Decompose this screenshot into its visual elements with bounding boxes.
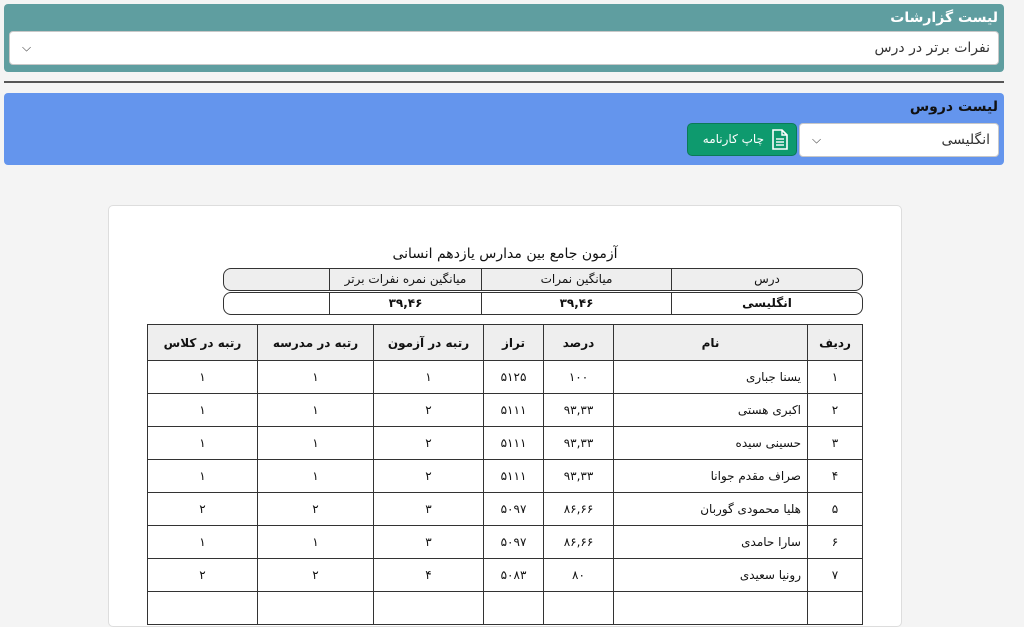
reports-select[interactable] [9,31,999,65]
cell-percent: ۸۶,۶۶ [544,526,614,559]
cell-exam-rank [374,592,484,625]
chevron-down-icon: ⌵ [22,40,32,55]
reports-select-value: نفرات برتر در درس [874,40,990,56]
cell-class-rank: ۱ [148,526,258,559]
cell-percent: ۸۰ [544,559,614,592]
cell-class-rank: ۱ [148,361,258,394]
cell-exam-rank: ۲ [374,394,484,427]
cell-percent: ۹۳,۳۳ [544,394,614,427]
cell-school-rank: ۱ [258,526,374,559]
cell-class-rank [148,592,258,625]
table-row [148,427,863,460]
summary-header-average: میانگین نمرات [481,269,671,290]
cell-taraz [484,592,544,625]
cell-row-number: ۶ [808,526,863,559]
document-icon [772,129,788,150]
cell-taraz: ۵۰۸۳ [484,559,544,592]
cell-row-number: ۵ [808,493,863,526]
cell-school-rank: ۱ [258,394,374,427]
results-table [147,324,863,625]
cell-taraz: ۵۰۹۷ [484,526,544,559]
cell-name: هلیا محمودی گوربان [614,493,808,526]
header-school-rank: رتبه در مدرسه [258,325,374,361]
header-class-rank: رتبه در کلاس [148,325,258,361]
cell-exam-rank: ۳ [374,493,484,526]
divider [4,81,1004,83]
cell-row-number [808,592,863,625]
cell-school-rank [258,592,374,625]
table-row [148,493,863,526]
cell-class-rank: ۲ [148,493,258,526]
cell-row-number: ۲ [808,394,863,427]
cell-row-number: ۱ [808,361,863,394]
cell-class-rank: ۱ [148,460,258,493]
cell-class-rank: ۱ [148,427,258,460]
cell-school-rank: ۱ [258,361,374,394]
courses-select[interactable] [799,123,999,157]
table-row [148,559,863,592]
cell-percent [544,592,614,625]
table-header-row [148,325,863,361]
cell-row-number: ۷ [808,559,863,592]
cell-class-rank: ۱ [148,394,258,427]
table-row [148,394,863,427]
cell-name [614,592,808,625]
cell-name: حسینی سیده [614,427,808,460]
report-sheet [108,205,902,627]
summary-header-row [223,268,863,291]
cell-exam-rank: ۳ [374,526,484,559]
summary-average: ۳۹,۴۶ [481,293,671,314]
table-row [148,526,863,559]
print-button-label: چاپ کارنامه [702,132,764,146]
cell-class-rank: ۲ [148,559,258,592]
summary-value-row [223,292,863,315]
cell-name: سارا حامدی [614,526,808,559]
summary-course: انگلیسی [671,293,862,314]
cell-school-rank: ۱ [258,460,374,493]
cell-school-rank: ۲ [258,493,374,526]
cell-school-rank: ۱ [258,427,374,460]
cell-name: رونیا سعیدی [614,559,808,592]
reports-title: لیست گزارشات [890,10,998,26]
summary-empty [224,293,329,314]
header-exam-rank: رتبه در آزمون [374,325,484,361]
cell-exam-rank: ۱ [374,361,484,394]
cell-percent: ۹۳,۳۳ [544,460,614,493]
exam-title: آزمون جامع بین مدارس یازدهم انسانی [392,246,618,262]
print-report-card-button[interactable] [687,123,797,156]
courses-select-value: انگلیسی [941,132,990,148]
courses-title: لیست دروس [909,99,998,115]
cell-exam-rank: ۴ [374,559,484,592]
chevron-down-icon: ⌵ [812,132,822,147]
header-row-number: ردیف [808,325,863,361]
reports-panel [4,4,1004,72]
summary-header-course: درس [671,269,862,290]
cell-exam-rank: ۲ [374,460,484,493]
summary-header-empty [224,269,329,290]
cell-taraz: ۵۱۱۱ [484,394,544,427]
cell-name: یسنا جباری [614,361,808,394]
table-row [148,361,863,394]
summary-top-average: ۳۹,۴۶ [329,293,481,314]
header-taraz: تراز [484,325,544,361]
header-percent: درصد [544,325,614,361]
cell-name: اکبری هستی [614,394,808,427]
cell-row-number: ۳ [808,427,863,460]
cell-percent: ۱۰۰ [544,361,614,394]
cell-taraz: ۵۱۲۵ [484,361,544,394]
cell-school-rank: ۲ [258,559,374,592]
table-row [148,460,863,493]
cell-percent: ۹۳,۳۳ [544,427,614,460]
table-row [148,592,863,625]
header-name: نام [614,325,808,361]
courses-panel [4,93,1004,165]
cell-row-number: ۴ [808,460,863,493]
cell-taraz: ۵۰۹۷ [484,493,544,526]
cell-taraz: ۵۱۱۱ [484,460,544,493]
cell-taraz: ۵۱۱۱ [484,427,544,460]
cell-percent: ۸۶,۶۶ [544,493,614,526]
cell-name: صراف مقدم جوانا [614,460,808,493]
cell-exam-rank: ۲ [374,427,484,460]
summary-header-top-average: میانگین نمره نفرات برتر [329,269,481,290]
